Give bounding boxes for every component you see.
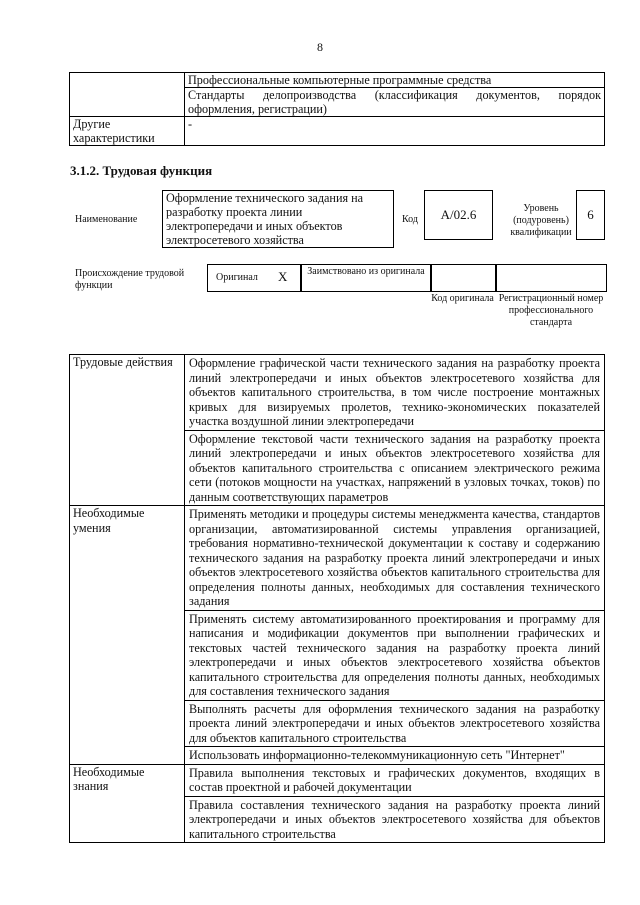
level-value: 6 bbox=[576, 190, 605, 240]
row-label: Другие характеристики bbox=[70, 117, 185, 146]
row-label: Трудовые действия bbox=[70, 355, 185, 506]
table-row bbox=[70, 355, 605, 431]
table-cell: Оформление текстовой части технического задания на разработку проекта линий электропередачи и иных объектов электросетевого хозяйства для объектов капитального строительства с описанием электрического режима сети (потоков мощности на участках, напряжений в узловых точках, токов) по данным соответствующих параметров bbox=[185, 430, 605, 506]
reg-number-label: Регистрационный номер профессионального стандарта bbox=[498, 293, 604, 328]
original-label: Оригинал bbox=[216, 272, 258, 283]
code-original-cell bbox=[430, 264, 497, 292]
top-table bbox=[69, 72, 605, 146]
table-cell: Выполнять расчеты для оформления технического задания на разработку проекта линий электропередачи и иных объектов электросетевого хозяйства для объектов капитального строительства bbox=[185, 700, 605, 747]
row-label: Необходимые знания bbox=[70, 764, 185, 843]
level-label: Уровень (подуровень) квалификации bbox=[510, 203, 572, 238]
borrowed-label: Заимствовано из оригинала bbox=[307, 266, 425, 277]
original-mark: X bbox=[278, 269, 288, 284]
origin-label: Происхождение трудовой функции bbox=[75, 268, 185, 291]
code-label: Код bbox=[402, 214, 418, 225]
main-table bbox=[69, 354, 605, 843]
table-cell: Стандарты делопроизводства (классификация документов, порядок оформления, регистрации) bbox=[185, 88, 605, 117]
table-row bbox=[70, 764, 605, 796]
table-cell: Профессиональные компьютерные программные средства bbox=[185, 73, 605, 88]
table-row bbox=[70, 73, 605, 88]
table-cell: - bbox=[185, 117, 605, 146]
row-label bbox=[70, 73, 185, 117]
name-label: Наименование bbox=[75, 214, 138, 225]
page-number: 8 bbox=[317, 40, 323, 54]
table-cell: Правила выполнения текстовых и графических документов, входящих в состав проектной и рабочей документации bbox=[185, 764, 605, 796]
reg-number-cell bbox=[495, 264, 607, 292]
code-original-label: Код оригинала bbox=[431, 293, 494, 304]
row-label: Необходимые умения bbox=[70, 506, 185, 765]
original-cell bbox=[207, 264, 302, 292]
table-cell: Применять методики и процедуры системы менеджмента качества, стандартов организации, автоматизированной системы управления организацией, требования нормативно-технической документации к составу и содержанию технического задания на разработку проекта линий электропередачи и иных объектов электросетевого хозяйства объектов капитального строительства для определения полноты данных, необходимых для составления технического задания bbox=[185, 506, 605, 611]
table-cell: Использовать информационно-телекоммуникационную сеть "Интернет" bbox=[185, 747, 605, 765]
table-cell: Применять систему автоматизированного проектирования и программу для написания и модификации документов при выполнении графических и текстовых частей технического задания на разработку проекта линий электропередачи и иных объектов электросетевого хозяйства объектов капитального строительства для определения полноты данных, необходимых для составления технического задания bbox=[185, 610, 605, 700]
borrowed-cell bbox=[300, 264, 432, 292]
section-title: 3.1.2. Трудовая функция bbox=[70, 163, 213, 178]
table-row bbox=[70, 117, 605, 146]
function-code: А/02.6 bbox=[424, 190, 493, 240]
table-cell: Правила составления технического задания на разработку проекта линий электропередачи и иных объектов электросетевого хозяйства для объектов капитального строительства bbox=[185, 796, 605, 843]
function-name: Оформление технического задания на разработку проекта линии электропередачи и иных объектов электросетевого хозяйства bbox=[162, 190, 394, 248]
table-cell: Оформление графической части технического задания на разработку проекта линий электропередачи и иных объектов электросетевого хозяйства для объектов капитального строительства, в том числе построение монтажных кривых для визируемых пролетов, технико-экономических показателей участка воздушной линии электропередачи bbox=[185, 355, 605, 431]
table-row bbox=[70, 506, 605, 611]
